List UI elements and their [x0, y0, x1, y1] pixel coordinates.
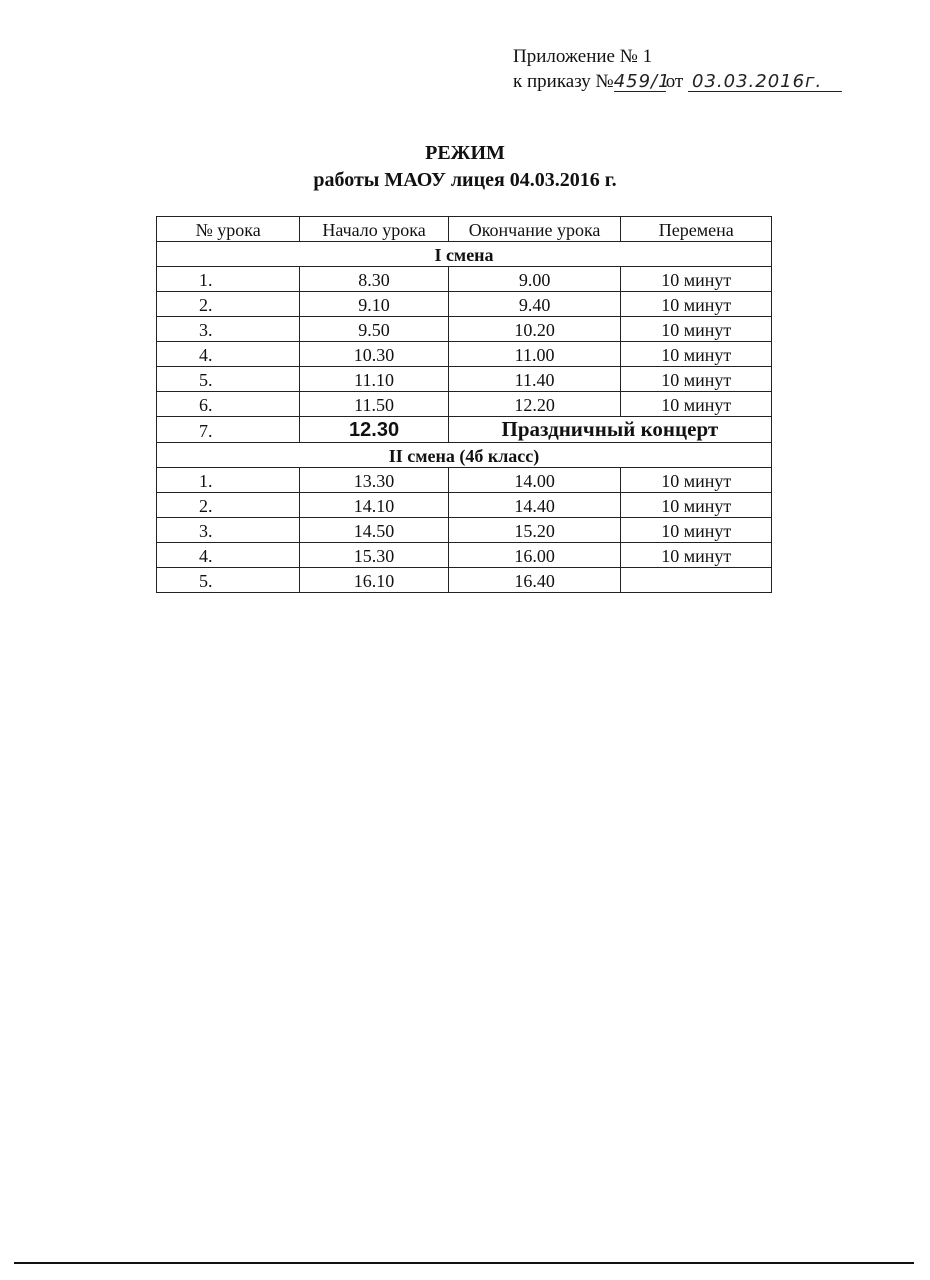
lesson-end: 12.20	[448, 392, 621, 417]
table-row	[157, 342, 772, 367]
lesson-end: 10.20	[448, 317, 621, 342]
lesson-break: 10 минут	[621, 317, 772, 342]
lesson-end: 14.00	[448, 468, 621, 493]
lesson-break: 10 минут	[621, 543, 772, 568]
table-row	[157, 317, 772, 342]
lesson-start: 10.30	[300, 342, 448, 367]
lesson-break: 10 минут	[621, 518, 772, 543]
table-row	[157, 518, 772, 543]
concert-event: Праздничный концерт	[448, 417, 771, 443]
table-row	[157, 367, 772, 392]
lesson-start: 16.10	[300, 568, 448, 593]
table-row	[157, 392, 772, 417]
lesson-break: 10 минут	[621, 267, 772, 292]
appendix-line1: Приложение № 1	[513, 46, 653, 67]
header-lesson-number: № урока	[157, 217, 300, 242]
table-row	[157, 267, 772, 292]
lesson-end: 9.40	[448, 292, 621, 317]
lesson-end: 11.00	[448, 342, 621, 367]
lesson-start: 9.10	[300, 292, 448, 317]
lesson-break: 10 минут	[621, 468, 772, 493]
document-subtitle: работы МАОУ лицея 04.03.2016 г.	[313, 169, 617, 191]
table-row	[157, 292, 772, 317]
concert-start: 12.30	[300, 417, 448, 443]
lesson-break: 10 минут	[621, 392, 772, 417]
appendix-block	[513, 44, 842, 94]
page-bottom-border	[14, 1262, 914, 1264]
lesson-break: 10 минут	[621, 292, 772, 317]
lesson-number: 6.	[157, 392, 300, 417]
from-label: от	[665, 71, 684, 92]
order-number-field	[613, 69, 671, 92]
lesson-break: 10 минут	[621, 367, 772, 392]
lesson-number: 1.	[157, 267, 300, 292]
lesson-number: 7.	[157, 417, 300, 443]
lesson-end: 11.40	[448, 367, 621, 392]
lesson-break: 10 минут	[621, 342, 772, 367]
header-break: Перемена	[621, 217, 772, 242]
shift2-label: II смена (4б класс)	[157, 443, 772, 468]
lesson-number: 2.	[157, 493, 300, 518]
order-number-handwritten: 459/1	[613, 71, 671, 92]
order-date-field	[688, 69, 842, 92]
order-prefix: к приказу №	[513, 71, 614, 92]
lesson-end: 16.40	[448, 568, 621, 593]
lesson-number: 4.	[157, 543, 300, 568]
shift1-label: I смена	[157, 242, 772, 267]
lesson-number: 5.	[157, 367, 300, 392]
order-date-handwritten: 03.03.2016г.	[692, 71, 823, 92]
concert-row	[157, 417, 772, 443]
shift2-header	[157, 443, 772, 468]
lesson-break: 10 минут	[621, 493, 772, 518]
lesson-end: 14.40	[448, 493, 621, 518]
shift1-header	[157, 242, 772, 267]
header-end: Окончание урока	[448, 217, 621, 242]
schedule-table	[156, 216, 772, 593]
table-row	[157, 468, 772, 493]
lesson-number: 4.	[157, 342, 300, 367]
lesson-start: 15.30	[300, 543, 448, 568]
lesson-break	[621, 568, 772, 593]
lesson-start: 14.10	[300, 493, 448, 518]
lesson-end: 16.00	[448, 543, 621, 568]
lesson-start: 13.30	[300, 468, 448, 493]
table-row	[157, 493, 772, 518]
appendix-line2	[513, 69, 842, 94]
table-header-row	[157, 217, 772, 242]
lesson-start: 11.50	[300, 392, 448, 417]
lesson-number: 3.	[157, 518, 300, 543]
document-title: РЕЖИМ	[425, 142, 505, 164]
lesson-number: 5.	[157, 568, 300, 593]
lesson-number: 2.	[157, 292, 300, 317]
table-row	[157, 543, 772, 568]
lesson-start: 9.50	[300, 317, 448, 342]
header-start: Начало урока	[300, 217, 448, 242]
table-row	[157, 568, 772, 593]
lesson-start: 8.30	[300, 267, 448, 292]
lesson-end: 15.20	[448, 518, 621, 543]
lesson-end: 9.00	[448, 267, 621, 292]
lesson-start: 14.50	[300, 518, 448, 543]
lesson-number: 3.	[157, 317, 300, 342]
lesson-start: 11.10	[300, 367, 448, 392]
lesson-number: 1.	[157, 468, 300, 493]
